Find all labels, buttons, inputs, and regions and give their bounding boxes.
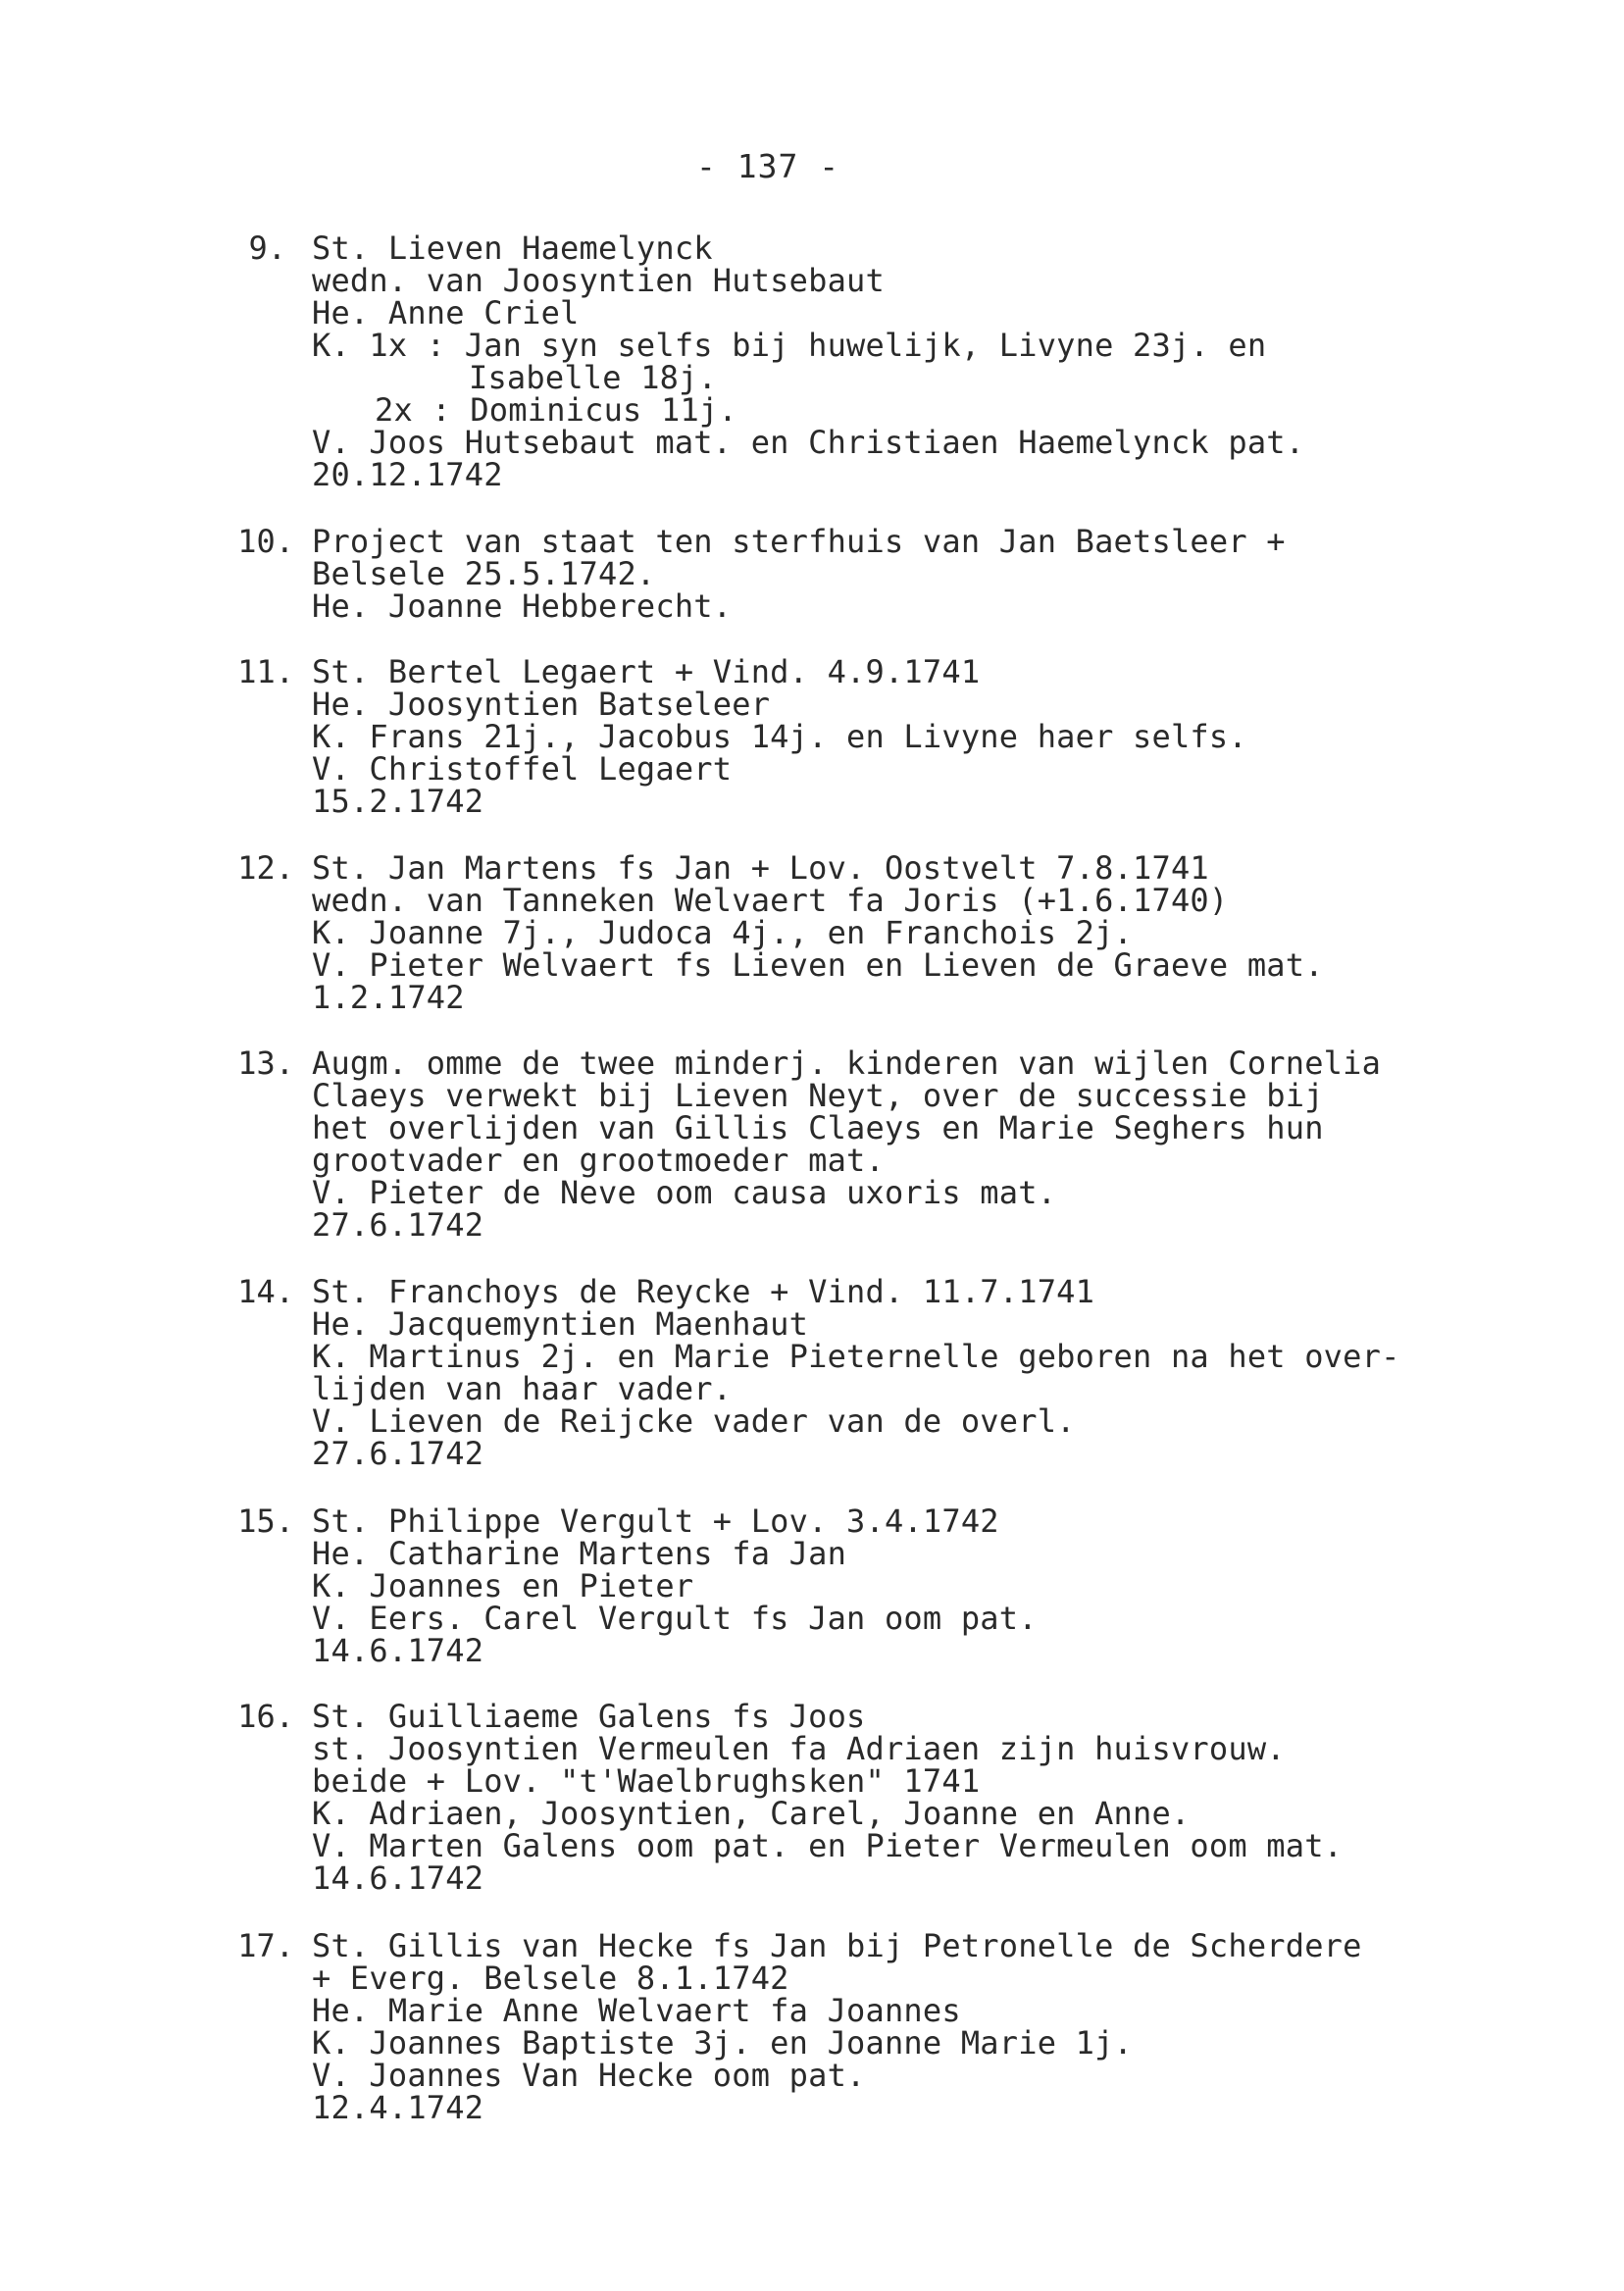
entry-line: 20.12.1742	[312, 456, 503, 493]
entry-line: 27.6.1742	[312, 1435, 484, 1472]
entry-number: 12.	[237, 849, 294, 887]
entry-line: grootvader en grootmoeder mat.	[312, 1142, 885, 1179]
entry-line: Augm. omme de twee minderj. kinderen van wijlen Cornelia	[312, 1044, 1382, 1082]
entry-line: het overlijden van Gillis Claeys en Marie Seghers hun	[312, 1109, 1324, 1146]
entry-line: K. Frans 21j., Jacobus 14j. en Livyne haer selfs.	[312, 718, 1247, 755]
entry-line: beide + Lov. "t'Waelbrughsken" 1741	[312, 1762, 981, 1800]
entry-line: K. 1x : Jan syn selfs bij huwelijk, Livyne 23j. en	[312, 327, 1267, 364]
entry-line: St. Bertel Legaert + Vind. 4.9.1741	[312, 653, 981, 690]
entry-number: 17.	[237, 1927, 294, 1964]
entry-number: 10.	[237, 523, 294, 560]
entry-line: St. Jan Martens fs Jan + Lov. Oostvelt 7.8.1741	[312, 849, 1209, 887]
entry-line: wedn. van Joosyntien Hutsebaut	[312, 262, 885, 299]
entry-lines	[312, 1044, 1597, 1244]
entry-lines	[312, 1927, 1597, 2126]
entry-line: 12.4.1742	[312, 2089, 484, 2126]
entry-number: 15.	[237, 1502, 294, 1540]
entry-line: 1.2.1742	[312, 979, 465, 1016]
entry-line: 27.6.1742	[312, 1206, 484, 1244]
entry-line: V. Marten Galens oom pat. en Pieter Vermeulen oom mat.	[312, 1827, 1344, 1864]
entry-line: V. Joos Hutsebaut mat. en Christiaen Haemelynck pat.	[312, 424, 1305, 461]
entry-lines	[312, 1698, 1597, 1897]
entry-line: St. Guilliaeme Galens fs Joos	[312, 1698, 866, 1735]
entry-line: He. Anne Criel	[312, 294, 580, 331]
entry-line: K. Martinus 2j. en Marie Pieternelle geboren na het over-	[312, 1338, 1400, 1375]
entry-line: V. Lieven de Reijcke vader van de overl.	[312, 1402, 1076, 1440]
entry-line: V. Joannes Van Hecke oom pat.	[312, 2057, 866, 2094]
entry-line: Isabelle 18j.	[469, 359, 718, 396]
entry-lines	[312, 523, 1597, 625]
entry-lines	[312, 849, 1597, 1016]
entry-line: He. Jacquemyntien Maenhaut	[312, 1305, 809, 1343]
entry-number: 13.	[237, 1044, 294, 1082]
entry-line: K. Joannes en Pieter	[312, 1567, 694, 1604]
entry-line: St. Philippe Vergult + Lov. 3.4.1742	[312, 1502, 999, 1540]
entry-line: St. Gillis van Hecke fs Jan bij Petronelle de Scherdere	[312, 1927, 1362, 1964]
entry-line: + Everg. Belsele 8.1.1742	[312, 1960, 789, 1997]
page-number: - 137 -	[696, 147, 840, 185]
entry-number: 9.	[248, 229, 286, 267]
entry-line: lijden van haar vader.	[312, 1370, 733, 1407]
entry-lines	[312, 653, 1597, 820]
entry-number: 16.	[237, 1698, 294, 1735]
entry-line: 2x : Dominicus 11j.	[375, 391, 737, 429]
entry-line: Claeys verwekt bij Lieven Neyt, over de successie bij	[312, 1077, 1324, 1114]
entry-line: V. Pieter Welvaert fs Lieven en Lieven de Graeve mat.	[312, 946, 1324, 984]
entry-line: K. Joannes Baptiste 3j. en Joanne Marie 1j.	[312, 2024, 1134, 2062]
entry-line: 15.2.1742	[312, 783, 484, 820]
entry-line: K. Adriaen, Joosyntien, Carel, Joanne en Anne.	[312, 1795, 1191, 1832]
entry-number: 11.	[237, 653, 294, 690]
entry-line: wedn. van Tanneken Welvaert fa Joris (+1.6.1740)	[312, 882, 1229, 919]
entry-line: He. Catharine Martens fa Jan	[312, 1535, 847, 1572]
entry-line: 14.6.1742	[312, 1859, 484, 1897]
entry-line: He. Joanne Hebberecht.	[312, 587, 733, 625]
entry-line: st. Joosyntien Vermeulen fa Adriaen zijn huisvrouw.	[312, 1730, 1286, 1767]
entry-line: V. Eers. Carel Vergult fs Jan oom pat.	[312, 1600, 1038, 1637]
entry-line: He. Marie Anne Welvaert fa Joannes	[312, 1992, 961, 2029]
entry-line: K. Joanne 7j., Judoca 4j., en Franchois 2j.	[312, 914, 1134, 951]
entry-line: He. Joosyntien Batseleer	[312, 686, 771, 723]
entry-line: Belsele 25.5.1742.	[312, 555, 656, 592]
entry-lines	[312, 229, 1597, 493]
entry-line: St. Lieven Haemelynck	[312, 229, 713, 267]
entry-line: 14.6.1742	[312, 1632, 484, 1669]
entry-lines	[312, 1273, 1597, 1472]
entry-line: St. Franchoys de Reycke + Vind. 11.7.1741	[312, 1273, 1095, 1310]
entry-line: V. Pieter de Neve oom causa uxoris mat.	[312, 1174, 1057, 1211]
entry-line: V. Christoffel Legaert	[312, 750, 733, 788]
entry-number: 14.	[237, 1273, 294, 1310]
entry-line: Project van staat ten sterfhuis van Jan Baetsleer +	[312, 523, 1286, 560]
entry-lines	[312, 1502, 1597, 1669]
